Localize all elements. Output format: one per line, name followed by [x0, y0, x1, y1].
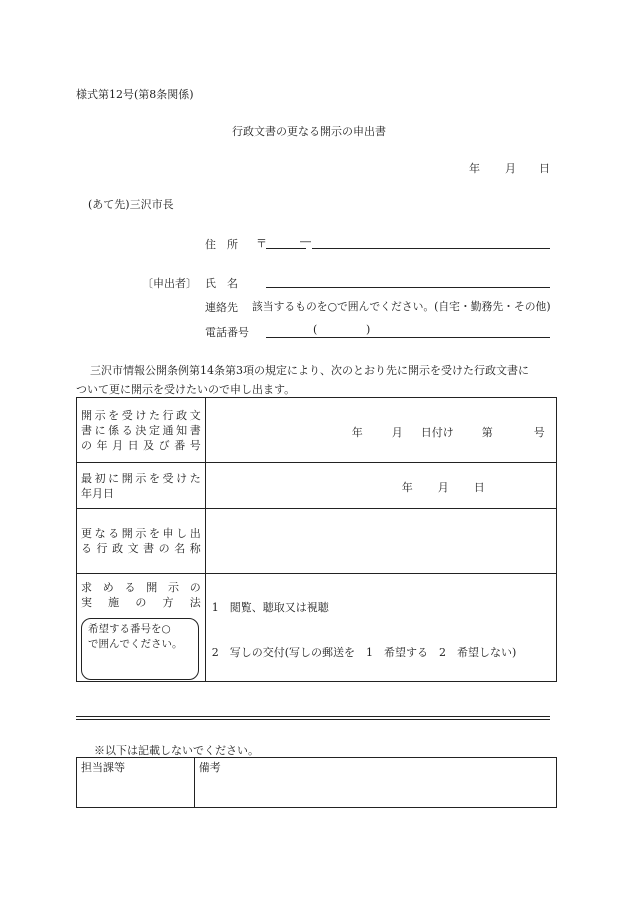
office-table	[76, 757, 557, 808]
first-disclosure-value-cell[interactable]	[205, 463, 556, 509]
table-row-method	[77, 574, 557, 682]
notice-month: 月	[391, 426, 403, 439]
method-note-box	[81, 618, 199, 680]
first-disclosure-month: 月	[437, 481, 449, 494]
date-month: 月	[505, 162, 516, 175]
method-label-line-2: 実施の方法	[81, 596, 201, 609]
method-note-line-2: で囲んでください。	[88, 638, 183, 650]
table-row-first-disclosure	[77, 463, 557, 509]
document-name-value-cell[interactable]	[205, 509, 556, 574]
table-row-notice	[77, 398, 557, 463]
notice-label-cell	[77, 398, 206, 463]
notice-value-cell[interactable]	[205, 398, 556, 463]
method-options-cell	[205, 574, 556, 682]
postal-code-line-1[interactable]	[266, 248, 306, 249]
notice-year: 年	[351, 426, 363, 439]
notice-go: 号	[533, 426, 545, 439]
document-name-label-line-2: る行政文書の名称	[81, 542, 201, 555]
phone-paren-close: )	[366, 323, 371, 336]
office-table-row	[77, 758, 557, 808]
notice-dated: 日付け	[420, 426, 454, 439]
office-dept-label: 担当課等	[81, 761, 125, 774]
document-name-label-line-1: 更なる開示を申し出	[81, 527, 201, 540]
phone-label: 電話番号	[205, 326, 249, 339]
name-line[interactable]	[266, 287, 550, 288]
contact-label: 連絡先	[205, 301, 238, 314]
first-disclosure-label-line-2: 年月日	[81, 486, 114, 500]
notice-label-line-2: 書に係る決定通知書	[81, 423, 201, 437]
intro-line-1: 三沢市情報公開条例第14条第3項の規定により、次のとおり先に開示を受けた行政文書に	[90, 364, 529, 377]
document-name-label-cell	[77, 509, 206, 574]
method-label-cell	[77, 574, 206, 682]
double-separator-line	[76, 716, 550, 720]
addressee: (あて先)三沢市長	[88, 198, 174, 211]
first-disclosure-label-cell	[77, 463, 206, 509]
form-number: 様式第12号(第8条関係)	[76, 88, 194, 101]
contact-note: 該当するものを○で囲んでください。(自宅・勤務先・その他)	[252, 300, 551, 313]
first-disclosure-label-line-1: 最初に開示を受けた	[81, 471, 201, 485]
first-disclosure-year: 年	[401, 481, 413, 494]
document-title: 行政文書の更なる開示の申出書	[232, 125, 386, 138]
date-year: 年	[469, 162, 480, 175]
office-remarks-cell[interactable]	[194, 758, 556, 808]
intro-line-2: ついて更に開示を受けたいので申し出ます。	[76, 383, 296, 396]
notice-label-line-3: の年月日及び番号	[81, 438, 201, 452]
address-line[interactable]	[312, 248, 550, 249]
method-label-line-1: 求める開示の	[81, 581, 201, 594]
method-option-1[interactable]: 1 閲覧、聴取又は視聴	[211, 601, 329, 614]
office-note: ※以下は記載しないでください。	[94, 744, 259, 757]
postal-dash: ―	[300, 235, 311, 248]
method-note-line-1: 希望する番号を○	[88, 623, 171, 635]
request-table	[76, 397, 557, 682]
postal-mark: 〒	[256, 237, 267, 250]
date-day: 日	[539, 162, 550, 175]
phone-line[interactable]	[266, 337, 550, 338]
address-label: 住 所	[205, 238, 238, 251]
name-label: 氏 名	[205, 277, 238, 290]
phone-paren-open: (	[313, 323, 318, 336]
method-option-2[interactable]: 2 写しの交付(写しの郵送を 1 希望する 2 希望しない)	[211, 646, 517, 659]
applicant-label: 〔申出者〕	[142, 277, 197, 290]
first-disclosure-day: 日	[473, 481, 485, 494]
office-dept-cell[interactable]	[77, 758, 195, 808]
notice-dai: 第	[481, 426, 493, 439]
notice-label-line-1: 開示を受けた行政文	[81, 408, 201, 422]
office-remarks-label: 備考	[198, 761, 221, 774]
table-row-document-name	[77, 509, 557, 574]
